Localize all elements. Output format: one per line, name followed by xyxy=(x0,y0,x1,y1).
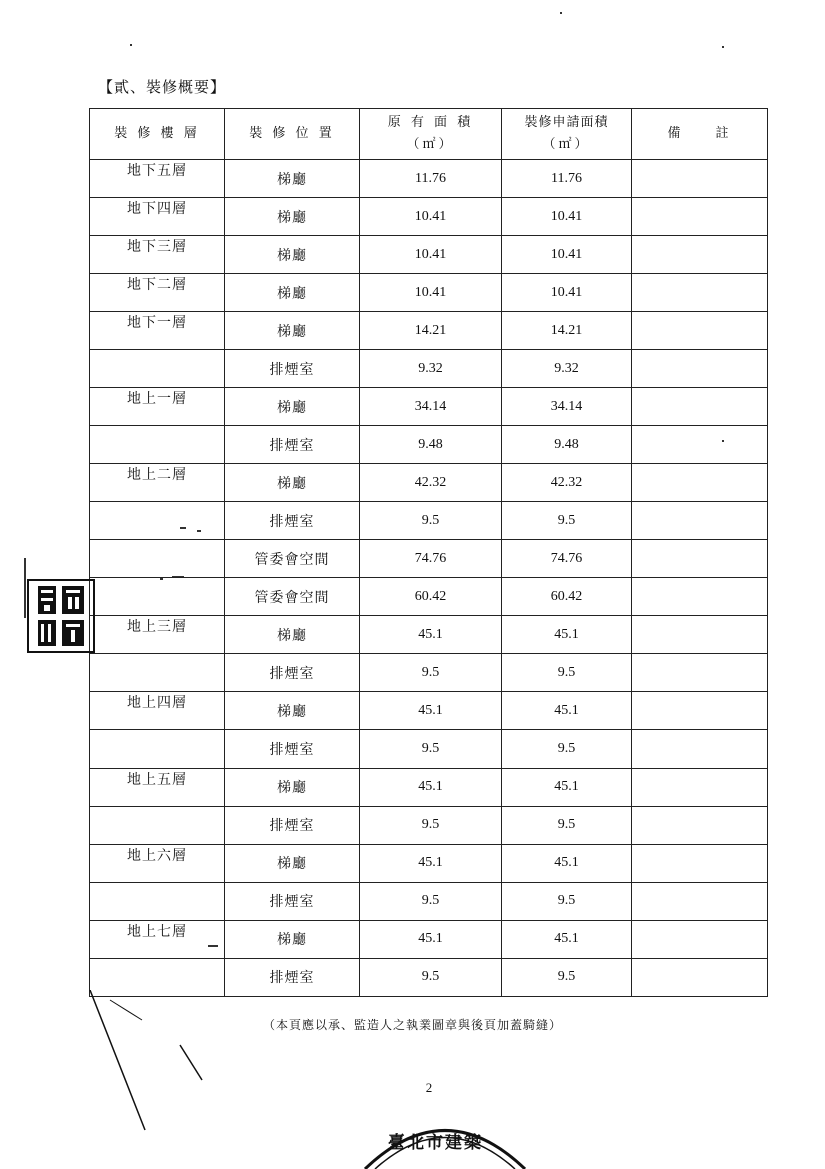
applied-area-cell: 74.76 xyxy=(502,540,632,578)
table-row xyxy=(90,274,768,312)
remarks-cell xyxy=(632,730,768,768)
table-row xyxy=(90,312,768,350)
location-cell: 排煙室 xyxy=(225,654,360,692)
table-row xyxy=(90,388,768,426)
header-original-area-title: 原 有 面 積 xyxy=(387,115,474,130)
original-area-cell: 42.32 xyxy=(360,464,502,502)
applied-area-cell: 45.1 xyxy=(502,844,632,882)
original-area-cell: 9.5 xyxy=(360,806,502,844)
floor-cell: 地上五層 xyxy=(90,768,225,806)
applied-area-cell: 45.1 xyxy=(502,768,632,806)
floor-cell xyxy=(90,578,225,616)
floor-cell: 地下五層 xyxy=(90,160,225,198)
remarks-cell xyxy=(632,388,768,426)
seam-seal-stamp xyxy=(26,578,96,654)
location-cell: 排煙室 xyxy=(225,350,360,388)
original-area-cell: 10.41 xyxy=(360,198,502,236)
floor-cell xyxy=(90,502,225,540)
original-area-cell: 10.41 xyxy=(360,274,502,312)
applied-area-cell: 45.1 xyxy=(502,692,632,730)
floor-cell xyxy=(90,540,225,578)
floor-cell: 地下一層 xyxy=(90,312,225,350)
location-cell: 梯廳 xyxy=(225,464,360,502)
remarks-cell xyxy=(632,502,768,540)
table-row xyxy=(90,692,768,730)
location-cell: 梯廳 xyxy=(225,920,360,958)
remarks-cell xyxy=(632,236,768,274)
applied-area-cell: 14.21 xyxy=(502,312,632,350)
table-row xyxy=(90,464,768,502)
location-cell: 管委會空間 xyxy=(225,540,360,578)
applied-area-cell: 9.5 xyxy=(502,958,632,996)
location-cell: 梯廳 xyxy=(225,312,360,350)
original-area-cell: 9.5 xyxy=(360,882,502,920)
original-area-cell: 9.5 xyxy=(360,958,502,996)
location-cell: 梯廳 xyxy=(225,236,360,274)
remarks-cell xyxy=(632,578,768,616)
location-cell: 排煙室 xyxy=(225,502,360,540)
floor-cell xyxy=(90,882,225,920)
applied-area-cell: 34.14 xyxy=(502,388,632,426)
original-area-cell: 10.41 xyxy=(360,236,502,274)
table-row xyxy=(90,730,768,768)
table-row xyxy=(90,160,768,198)
floor-cell: 地上六層 xyxy=(90,844,225,882)
remarks-cell xyxy=(632,426,768,464)
seal-text: 臺北市建築 xyxy=(388,1133,483,1153)
remarks-cell xyxy=(632,768,768,806)
floor-cell xyxy=(90,730,225,768)
floor-cell: 地上七層 xyxy=(90,920,225,958)
floor-cell: 地上一層 xyxy=(90,388,225,426)
header-original-area-unit: （㎡） xyxy=(406,137,455,152)
floor-cell xyxy=(90,426,225,464)
remarks-cell xyxy=(632,958,768,996)
header-applied-area xyxy=(502,109,632,160)
page-number: 2 xyxy=(425,1080,433,1095)
remarks-cell xyxy=(632,464,768,502)
section-title: 【貳、裝修概要】 xyxy=(98,78,227,96)
location-cell: 梯廳 xyxy=(225,692,360,730)
remarks-cell xyxy=(632,844,768,882)
original-area-cell: 14.21 xyxy=(360,312,502,350)
applied-area-cell: 10.41 xyxy=(502,274,632,312)
location-cell: 梯廳 xyxy=(225,388,360,426)
original-area-cell: 9.5 xyxy=(360,654,502,692)
table-row xyxy=(90,578,768,616)
location-cell: 梯廳 xyxy=(225,844,360,882)
location-cell: 排煙室 xyxy=(225,882,360,920)
location-cell: 排煙室 xyxy=(225,426,360,464)
applied-area-cell: 9.5 xyxy=(502,806,632,844)
applied-area-cell: 9.5 xyxy=(502,882,632,920)
floor-cell xyxy=(90,350,225,388)
seam-seal-footnote: （本頁應以承、監造人之執業圖章與後頁加蓋騎縫） xyxy=(262,1018,562,1032)
applied-area-cell: 9.5 xyxy=(502,730,632,768)
floor-cell xyxy=(90,654,225,692)
header-applied-area-unit: （㎡） xyxy=(542,137,591,152)
table-row xyxy=(90,502,768,540)
table-row xyxy=(90,236,768,274)
location-cell: 梯廳 xyxy=(225,160,360,198)
original-area-cell: 34.14 xyxy=(360,388,502,426)
remarks-cell xyxy=(632,312,768,350)
floor-cell: 地上二層 xyxy=(90,464,225,502)
floor-cell: 地上四層 xyxy=(90,692,225,730)
remarks-cell xyxy=(632,920,768,958)
table-body xyxy=(90,160,768,997)
applied-area-cell: 60.42 xyxy=(502,578,632,616)
applied-area-cell: 10.41 xyxy=(502,236,632,274)
table-row xyxy=(90,768,768,806)
header-remarks: 備 註 xyxy=(632,109,768,160)
remarks-cell xyxy=(632,616,768,654)
original-area-cell: 9.32 xyxy=(360,350,502,388)
table-row xyxy=(90,426,768,464)
location-cell: 排煙室 xyxy=(225,730,360,768)
location-cell: 梯廳 xyxy=(225,768,360,806)
remarks-cell xyxy=(632,806,768,844)
applied-area-cell: 45.1 xyxy=(502,920,632,958)
header-applied-area-title: 裝修申請面積 xyxy=(524,115,609,130)
floor-cell: 地下三層 xyxy=(90,236,225,274)
location-cell: 梯廳 xyxy=(225,198,360,236)
table-row xyxy=(90,350,768,388)
applied-area-cell: 42.32 xyxy=(502,464,632,502)
original-area-cell: 45.1 xyxy=(360,616,502,654)
location-cell: 排煙室 xyxy=(225,806,360,844)
original-area-cell: 9.48 xyxy=(360,426,502,464)
remarks-cell xyxy=(632,198,768,236)
remarks-cell xyxy=(632,274,768,312)
original-area-cell: 9.5 xyxy=(360,730,502,768)
remarks-cell xyxy=(632,540,768,578)
original-area-cell: 9.5 xyxy=(360,502,502,540)
original-area-cell: 45.1 xyxy=(360,768,502,806)
applied-area-cell: 10.41 xyxy=(502,198,632,236)
table-row xyxy=(90,198,768,236)
location-cell: 管委會空間 xyxy=(225,578,360,616)
header-location: 裝 修 位 置 xyxy=(225,109,360,160)
original-area-cell: 60.42 xyxy=(360,578,502,616)
remarks-cell xyxy=(632,160,768,198)
table-row xyxy=(90,806,768,844)
floor-cell: 地下四層 xyxy=(90,198,225,236)
floor-cell: 地上三層 xyxy=(90,616,225,654)
floor-cell: 地下二層 xyxy=(90,274,225,312)
remarks-cell xyxy=(632,692,768,730)
pen-marks xyxy=(80,990,240,1140)
floor-cell xyxy=(90,806,225,844)
location-cell: 排煙室 xyxy=(225,958,360,996)
table-row xyxy=(90,540,768,578)
applied-area-cell: 9.5 xyxy=(502,654,632,692)
table-row xyxy=(90,654,768,692)
location-cell: 梯廳 xyxy=(225,274,360,312)
applied-area-cell: 9.48 xyxy=(502,426,632,464)
remarks-cell xyxy=(632,654,768,692)
original-area-cell: 45.1 xyxy=(360,920,502,958)
original-area-cell: 45.1 xyxy=(360,692,502,730)
table-header-row xyxy=(90,109,768,160)
table-row xyxy=(90,616,768,654)
remarks-cell xyxy=(632,882,768,920)
header-original-area xyxy=(360,109,502,160)
header-floor: 裝 修 樓 層 xyxy=(90,109,225,160)
renovation-summary-table xyxy=(89,108,768,997)
applied-area-cell: 11.76 xyxy=(502,160,632,198)
applied-area-cell: 45.1 xyxy=(502,616,632,654)
location-cell: 梯廳 xyxy=(225,616,360,654)
table-row xyxy=(90,920,768,958)
applied-area-cell: 9.32 xyxy=(502,350,632,388)
original-area-cell: 11.76 xyxy=(360,160,502,198)
applied-area-cell: 9.5 xyxy=(502,502,632,540)
remarks-cell xyxy=(632,350,768,388)
original-area-cell: 45.1 xyxy=(360,844,502,882)
table-row xyxy=(90,844,768,882)
original-area-cell: 74.76 xyxy=(360,540,502,578)
table-row xyxy=(90,882,768,920)
